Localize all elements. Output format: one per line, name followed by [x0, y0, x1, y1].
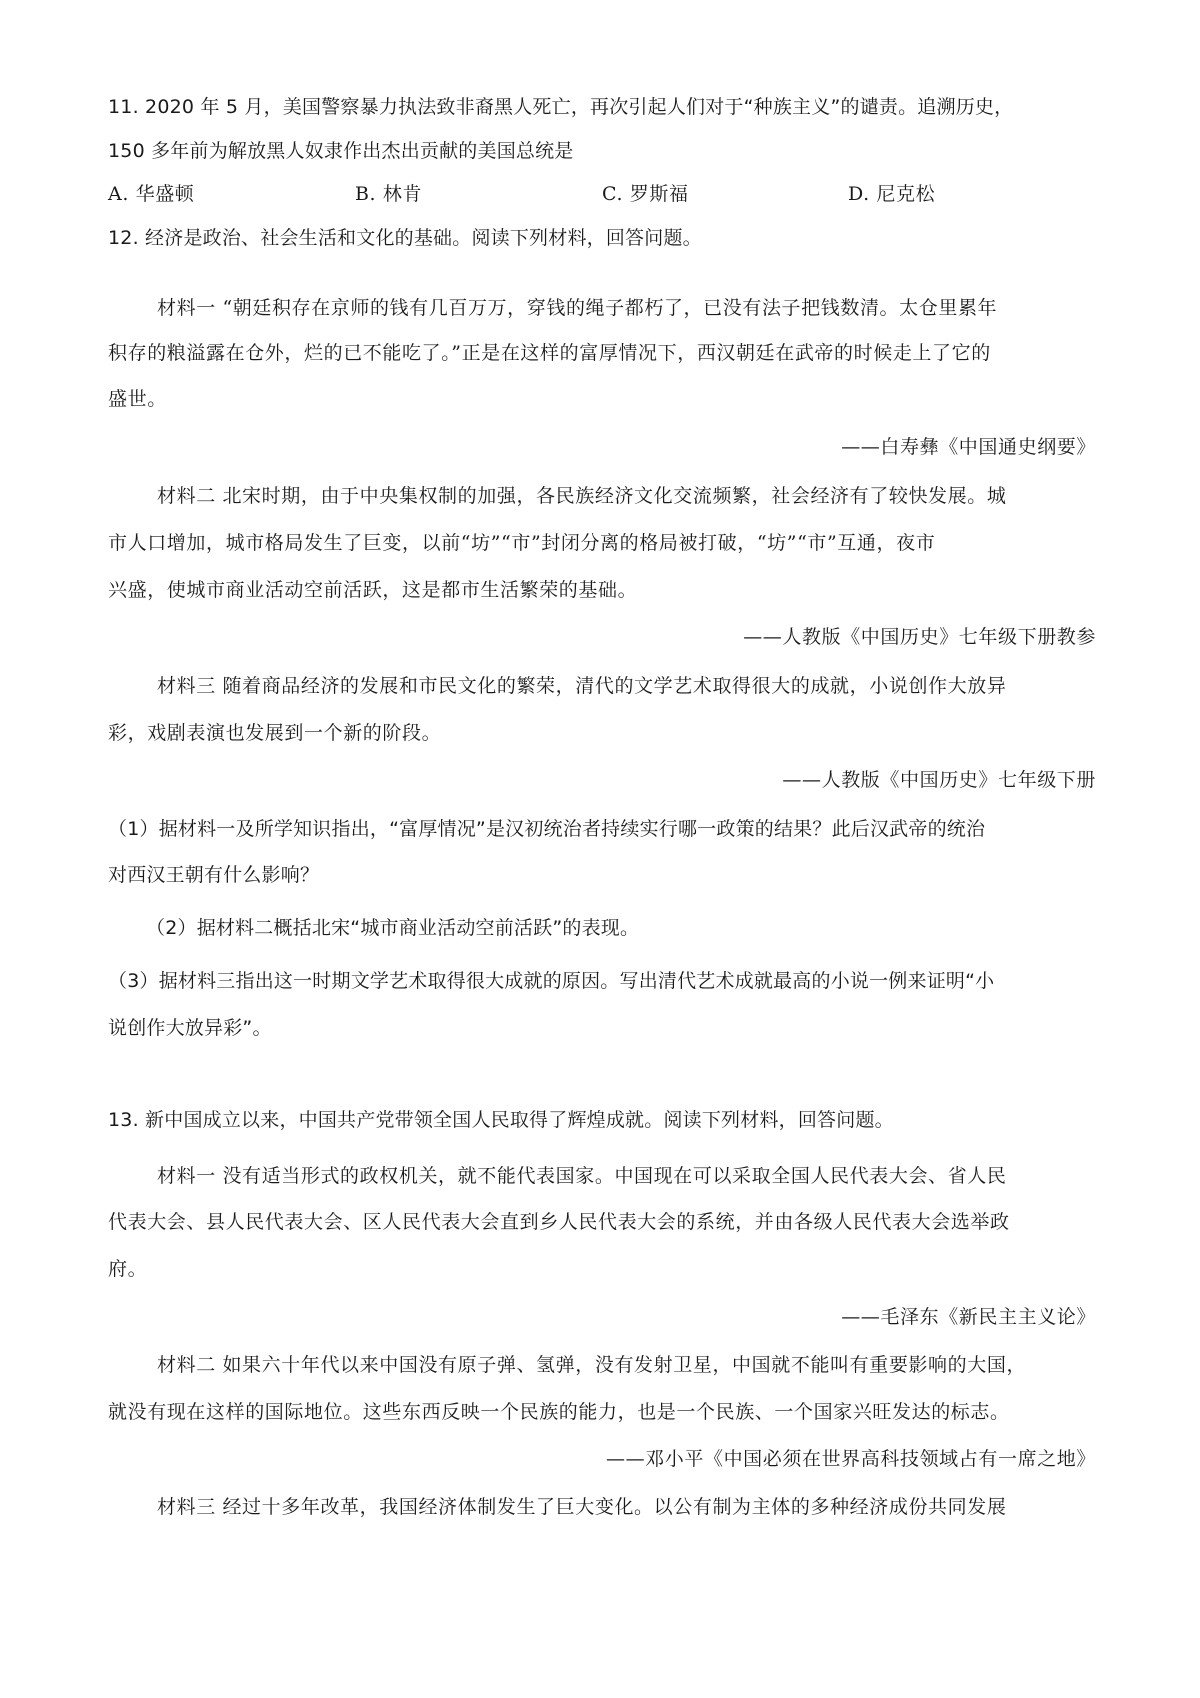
q12-material-3-source: ——人教版《中国历史》七年级下册: [782, 769, 1096, 791]
q12-material-1-source: ——白寿彝《中国通史纲要》: [841, 436, 1096, 458]
q12-stem: 12. 经济是政治、社会生活和文化的基础。阅读下列材料，回答问题。: [108, 227, 702, 249]
q13-material-1-source: ——毛泽东《新民主主义论》: [841, 1306, 1096, 1328]
q13-material-1-line-3: 府。: [108, 1258, 148, 1280]
q11-option-c: C. 罗斯福: [602, 183, 689, 205]
q13-material-3-line-1: 材料三 经过十多年改革，我国经济体制发生了巨大变化。以公有制为主体的多种经济成份共同发展: [157, 1496, 1007, 1518]
q13-material-2-source: ——邓小平《中国必须在世界高科技领域占有一席之地》: [605, 1448, 1096, 1470]
q12-subquestion-3-line-1: （3）据材料三指出这一时期文学艺术取得很大成就的原因。写出清代艺术成就最高的小说一例来证明“小: [108, 970, 995, 992]
q11-stem-line-1: 11. 2020 年 5 月，美国警察暴力执法致非裔黑人死亡，再次引起人们对于“种族主义”的谴责。追溯历史，: [108, 96, 1014, 118]
q12-subquestion-3-line-2: 说创作大放异彩”。: [108, 1017, 272, 1039]
q12-subquestion-2: （2）据材料二概括北宋“城市商业活动空前活跃”的表现。: [146, 917, 640, 939]
q11-options: [0, 181, 1200, 207]
q11-option-d: D. 尼克松: [848, 183, 936, 205]
q12-subquestion-1-line-2: 对西汉王朝有什么影响？: [108, 864, 320, 886]
q12-material-2-line-3: 兴盛，使城市商业活动空前活跃，这是都市生活繁荣的基础。: [108, 579, 638, 601]
q13-material-2-line-2: 就没有现在这样的国际地位。这些东西反映一个民族的能力，也是一个民族、一个国家兴旺发达的标志。: [108, 1401, 1010, 1423]
q13-stem: 13. 新中国成立以来，中国共产党带领全国人民取得了辉煌成就。阅读下列材料，回答问题。: [108, 1109, 894, 1131]
q12-material-3-line-2: 彩，戏剧表演也发展到一个新的阶段。: [108, 722, 442, 744]
q12-material-1-line-2: 积存的粮溢露在仓外，烂的已不能吃了。”正是在这样的富厚情况下，西汉朝廷在武帝的时候走上了它的: [108, 342, 991, 364]
q12-material-1-line-3: 盛世。: [108, 388, 167, 410]
q13-material-2-line-1: 材料二 如果六十年代以来中国没有原子弹、氢弹，没有发射卫星，中国就不能叫有重要影响的大国，: [157, 1354, 1027, 1376]
q12-material-2-line-2: 市人口增加，城市格局发生了巨变，以前“坊”“市”封闭分离的格局被打破，“坊”“市”互通，夜市: [108, 532, 936, 554]
q13-material-1-line-2: 代表大会、县人民代表大会、区人民代表大会直到乡人民代表大会的系统，并由各级人民代表大会选举政: [108, 1211, 1010, 1233]
q12-material-2-line-1: 材料二 北宋时期，由于中央集权制的加强，各民族经济文化交流频繁，社会经济有了较快发展。城: [157, 485, 1007, 507]
q12-material-1-line-1: 材料一 “朝廷积存在京师的钱有几百万万，穿钱的绳子都朽了，已没有法子把钱数清。太仓里累年: [157, 297, 998, 319]
q12-material-3-line-1: 材料三 随着商品经济的发展和市民文化的繁荣，清代的文学艺术取得很大的成就，小说创作大放异: [157, 675, 1007, 697]
q13-material-1-line-1: 材料一 没有适当形式的政权机关，就不能代表国家。中国现在可以采取全国人民代表大会、省人民: [157, 1165, 1007, 1187]
q12-material-2-source: ——人教版《中国历史》七年级下册教参: [743, 626, 1096, 648]
q11-stem-line-2: 150 多年前为解放黑人奴隶作出杰出贡献的美国总统是: [108, 140, 574, 162]
q12-subquestion-1-line-1: （1）据材料一及所学知识指出，“富厚情况”是汉初统治者持续实行哪一政策的结果？此后汉武帝的统治: [108, 818, 986, 840]
q11-option-b: B. 林肯: [355, 183, 423, 205]
q11-option-a: A. 华盛顿: [108, 183, 195, 205]
